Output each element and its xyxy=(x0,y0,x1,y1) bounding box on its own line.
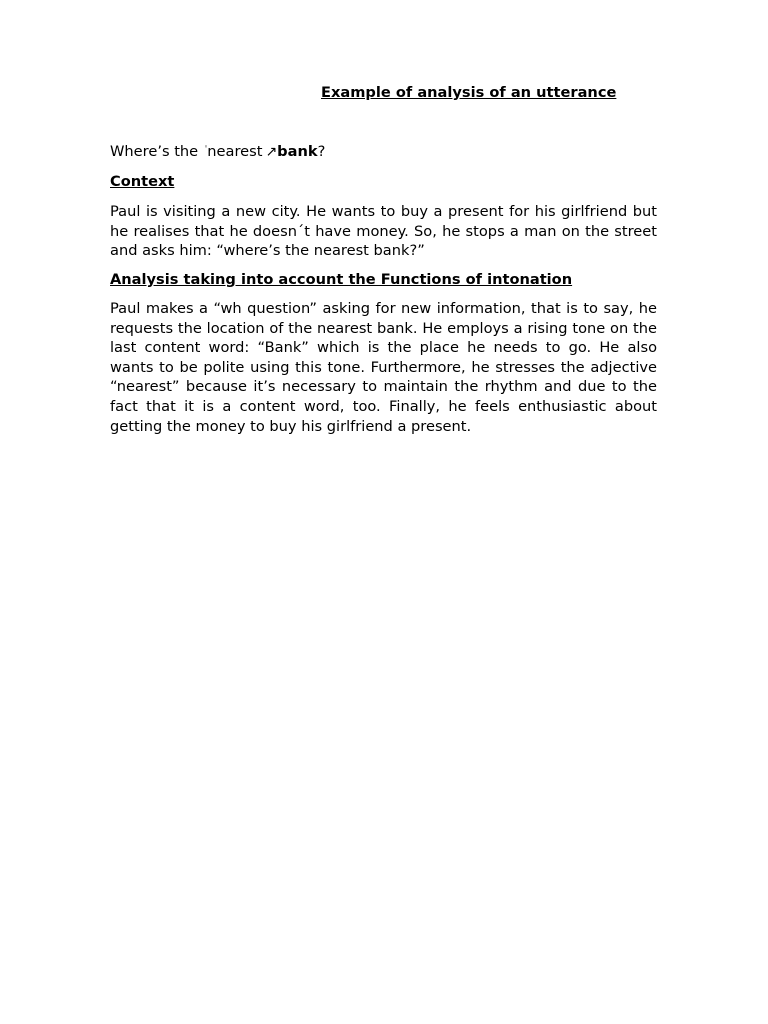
context-paragraph: Paul is visiting a new city. He wants to buy a present for his girlfriend but he realises that he doesn´t have money. So, he stops a man on the street and asks him: “where’s the nearest bank?” xyxy=(110,203,657,260)
utterance-stressed-word: nearest xyxy=(207,143,263,160)
utterance-prefix: Where’s the xyxy=(110,143,199,160)
stress-mark: ˈ xyxy=(204,145,208,155)
utterance-punctuation: ? xyxy=(317,143,326,160)
utterance-line xyxy=(110,143,325,160)
document-title: Example of analysis of an utterance xyxy=(321,84,617,101)
utterance-nucleus: bank xyxy=(277,143,318,160)
context-heading: Context xyxy=(110,173,175,190)
analysis-heading: Analysis taking into account the Functions of intonation xyxy=(110,271,573,288)
analysis-paragraph: Paul makes a “wh question” asking for new information, that is to say, he requests the location of the nearest bank. He employs a rising tone on the last content word: “Bank” which is the place he needs to go. He also wants to be polite using this tone. Furthermore, he stresses the adjective “nearest” because it’s necessary to maintain the rhythm and due to the fact that it is a content word, too. Finally, he feels enthusiastic about getting the money to buy his girlfriend a present. xyxy=(110,300,657,435)
rising-tone-icon: ↗ xyxy=(265,144,278,160)
